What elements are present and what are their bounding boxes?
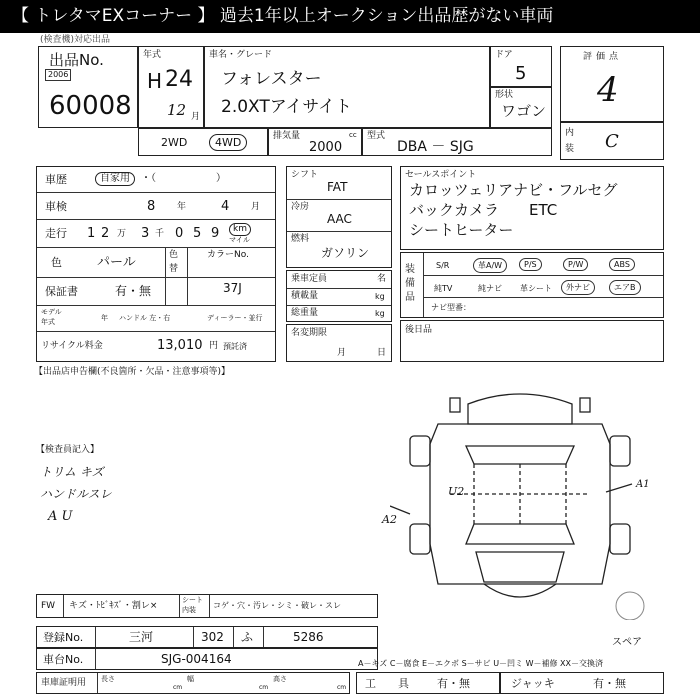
lot-tag: 2006 <box>45 69 71 81</box>
tools-value: 有・無 <box>437 677 470 690</box>
year-era: H <box>147 69 163 93</box>
year-month: 12 <box>167 101 187 119</box>
change-day-unit: 日 <box>377 348 387 358</box>
cert-row <box>36 672 350 694</box>
mileage-d4: 0 <box>175 226 184 241</box>
top-note: (検査機)対応出品 <box>40 35 111 45</box>
interior-box <box>560 122 664 160</box>
navi-label: ナビ型番： <box>431 303 471 312</box>
inspection-year-unit: 年 <box>177 202 187 212</box>
selling-line-1: カロッツェリアナビ・フルセグ <box>409 181 618 199</box>
fw-row <box>36 594 378 618</box>
recycle-note: 預託済 <box>223 342 247 351</box>
selling-label: セールスポイント <box>405 170 477 180</box>
cert-unit-1: cm <box>173 684 183 691</box>
equipment-label: 装備品 <box>405 264 415 303</box>
inspector-label: 【検査員記入】 <box>36 445 100 455</box>
doors-value: 5 <box>515 63 527 84</box>
equip-leather-seat: 革シート <box>520 284 552 293</box>
change-block <box>286 324 392 362</box>
fw-text: キズ・ﾄﾋﾞｷｽﾞ・割レ× <box>69 601 158 611</box>
color-code-label: カラーNo. <box>207 250 249 260</box>
jack-value: 有・無 <box>593 677 626 690</box>
fw-seat-1: シート <box>182 596 203 604</box>
fuel-value: ガソリン <box>321 246 370 260</box>
equip-tv: 純TV <box>434 284 453 293</box>
equip-airbag: エアB <box>609 280 641 295</box>
drive-2wd: 2WD <box>161 136 188 149</box>
type-value: DBA － SJG <box>397 139 474 155</box>
change-month-unit: 月 <box>337 348 347 358</box>
history-label: 車歴 <box>45 173 67 186</box>
equipment-block <box>400 252 664 318</box>
inspector-line-3: A U <box>48 509 73 524</box>
shift-value: FAT <box>327 180 348 194</box>
model-year-handle: ハンドル 左・右 <box>119 314 171 322</box>
info-block <box>36 166 276 362</box>
mileage-d1: 1 <box>87 226 96 241</box>
year-box <box>138 46 204 128</box>
registration-row <box>36 626 378 648</box>
lot-box <box>38 46 138 128</box>
model-label: 車名・グレード <box>209 50 273 60</box>
mark-a2: A2 <box>382 513 397 526</box>
fw-label: FW <box>41 601 56 611</box>
weight-block <box>286 270 392 322</box>
selling-line-2: バックカメラ ETC <box>409 201 558 219</box>
chassis-label: 車台No. <box>43 653 84 666</box>
lot-number: 60008 <box>49 91 132 121</box>
displacement-label: 排気量 <box>273 131 301 141</box>
spare-label: スペア <box>612 637 642 648</box>
selling-line-3: シートヒーター <box>409 221 514 239</box>
declaration-label: 【出品店申告欄(不良箇所・欠品・注意事項等)】 <box>34 367 231 377</box>
ac-value: AAC <box>327 212 352 226</box>
mileage-u2: 千 <box>155 229 165 239</box>
equip-navi: 純ナビ <box>478 284 502 293</box>
interior-value: C <box>605 131 619 152</box>
cert-unit-2: cm <box>259 684 269 691</box>
selling-block <box>400 166 664 250</box>
tools-label: 工 具 <box>365 677 409 690</box>
mileage-unit-km: km <box>229 223 251 236</box>
equip-sr: S/R <box>436 261 450 270</box>
history-opt: 自家用 <box>95 172 135 186</box>
damage-legend: A－キズ C－腐食 E－エクボ S－サビ U－凹ミ W－補修 XX－交換済 <box>358 659 604 668</box>
doors-box <box>490 46 552 87</box>
model-year-label-1: モデル <box>41 308 62 316</box>
inspection-year: 8 <box>147 199 156 214</box>
model-name: フォレスター <box>221 69 322 89</box>
recycle-label: リサイクル料金 <box>41 341 103 351</box>
color-swap-1: 色 <box>169 250 179 260</box>
registration-class: 302 <box>201 630 224 644</box>
color-code: 37J <box>223 281 242 295</box>
equip-ext-navi: 外ナビ <box>561 280 595 295</box>
recycle-unit: 円 <box>209 341 219 351</box>
inspector-line-1: トリム キズ <box>40 465 104 479</box>
inspection-month-unit: 月 <box>251 202 261 212</box>
displacement-value: 2000 <box>309 140 343 155</box>
notes-label: 後日品 <box>405 325 433 335</box>
mileage-d5: 5 <box>193 226 202 241</box>
mileage-label: 走行 <box>45 227 67 240</box>
color-value: パール <box>97 255 136 270</box>
warranty-label: 保証書 <box>45 285 78 298</box>
displacement-box <box>268 128 362 156</box>
model-box <box>204 46 490 128</box>
doors-label: ドア <box>495 50 513 60</box>
ac-label: 冷房 <box>291 202 310 212</box>
drive-4wd: 4WD <box>209 134 247 151</box>
body-label: 形状 <box>495 90 514 100</box>
equip-leather-aw: 革A/W <box>473 258 507 273</box>
registration-kana: ふ <box>241 630 254 644</box>
interior-label-2: 装 <box>565 144 575 154</box>
mileage-d6: 9 <box>211 226 220 241</box>
body-box <box>490 87 552 128</box>
cert-width: 幅 <box>187 675 194 683</box>
spec-block <box>286 166 392 268</box>
body-value: ワゴン <box>501 102 547 120</box>
inspection-label: 車検 <box>45 200 67 213</box>
equip-ps: P/S <box>519 258 542 271</box>
chassis-value: SJG-004164 <box>161 652 232 666</box>
chassis-row <box>36 648 378 670</box>
mileage-u1: 万 <box>117 229 127 239</box>
model-year-unit: 年 <box>101 314 108 322</box>
mark-u2: U2 <box>448 485 465 498</box>
rating-value: 4 <box>597 70 619 110</box>
year-label: 年式 <box>143 50 162 60</box>
mileage-unit-mile: マイル <box>229 236 250 244</box>
mileage-d2: 2 <box>101 226 110 241</box>
type-label: 型式 <box>367 131 386 141</box>
equip-pw: P/W <box>563 258 588 271</box>
model-year-dealer: ディーラー・並行 <box>207 314 263 322</box>
warranty-value: 有・無 <box>115 284 152 298</box>
equip-abs: ABS <box>609 258 635 271</box>
cert-label: 車庫証明用 <box>41 678 87 688</box>
displacement-unit: cc <box>349 131 357 139</box>
color-label: 色 <box>51 256 62 269</box>
color-swap-2: 替 <box>169 264 179 274</box>
shift-label: シフト <box>291 170 319 180</box>
cert-length: 長さ <box>101 675 115 683</box>
gross-unit: kg <box>375 309 385 318</box>
model-grade: 2.0XTアイサイト <box>221 97 353 117</box>
year-value: 24 <box>165 67 193 92</box>
interior-label-1: 内 <box>565 128 575 138</box>
drive-box <box>138 128 268 156</box>
lot-label: 出品No. <box>49 51 104 69</box>
banner: 【 トレタマEXコーナー 】 過去1年以上オークション出品歴がない車両 <box>0 0 700 33</box>
type-box <box>362 128 552 156</box>
registration-label: 登録No. <box>43 631 84 644</box>
cert-unit-3: cm <box>337 684 347 691</box>
change-label: 名変期限 <box>291 328 328 338</box>
registration-area: 三河 <box>129 630 154 644</box>
capacity-unit: 名 <box>377 274 387 284</box>
car-diagram <box>390 384 650 620</box>
notes-block <box>400 320 664 362</box>
recycle-value: 13,010 <box>157 338 203 353</box>
load-unit: kg <box>375 292 385 301</box>
model-year-label-2: 年式 <box>41 318 55 326</box>
mark-a1: A1 <box>636 479 650 490</box>
year-month-unit: 月 <box>191 112 201 122</box>
gross-label: 総重量 <box>291 308 319 318</box>
rating-box <box>560 46 664 122</box>
fw-seat-2: 内装 <box>182 606 196 614</box>
capacity-label: 乗車定員 <box>291 274 328 284</box>
inspection-month: 4 <box>221 199 230 214</box>
rating-label: 評価点 <box>583 52 623 62</box>
cert-height: 高さ <box>273 675 287 683</box>
tools-row <box>356 672 500 694</box>
fw-seat-text: コゲ・穴・汚レ・シミ・破レ・スレ <box>213 601 341 610</box>
registration-number: 5286 <box>293 630 324 644</box>
history-rest: ・（ ） <box>141 173 226 184</box>
inspector-line-2: ハンドルスレ <box>40 487 112 501</box>
jack-label: ジャッキ <box>511 677 555 690</box>
fuel-label: 燃料 <box>291 234 310 244</box>
mileage-d3: 3 <box>141 226 150 241</box>
jack-row <box>500 672 664 694</box>
load-label: 積載量 <box>291 291 319 301</box>
